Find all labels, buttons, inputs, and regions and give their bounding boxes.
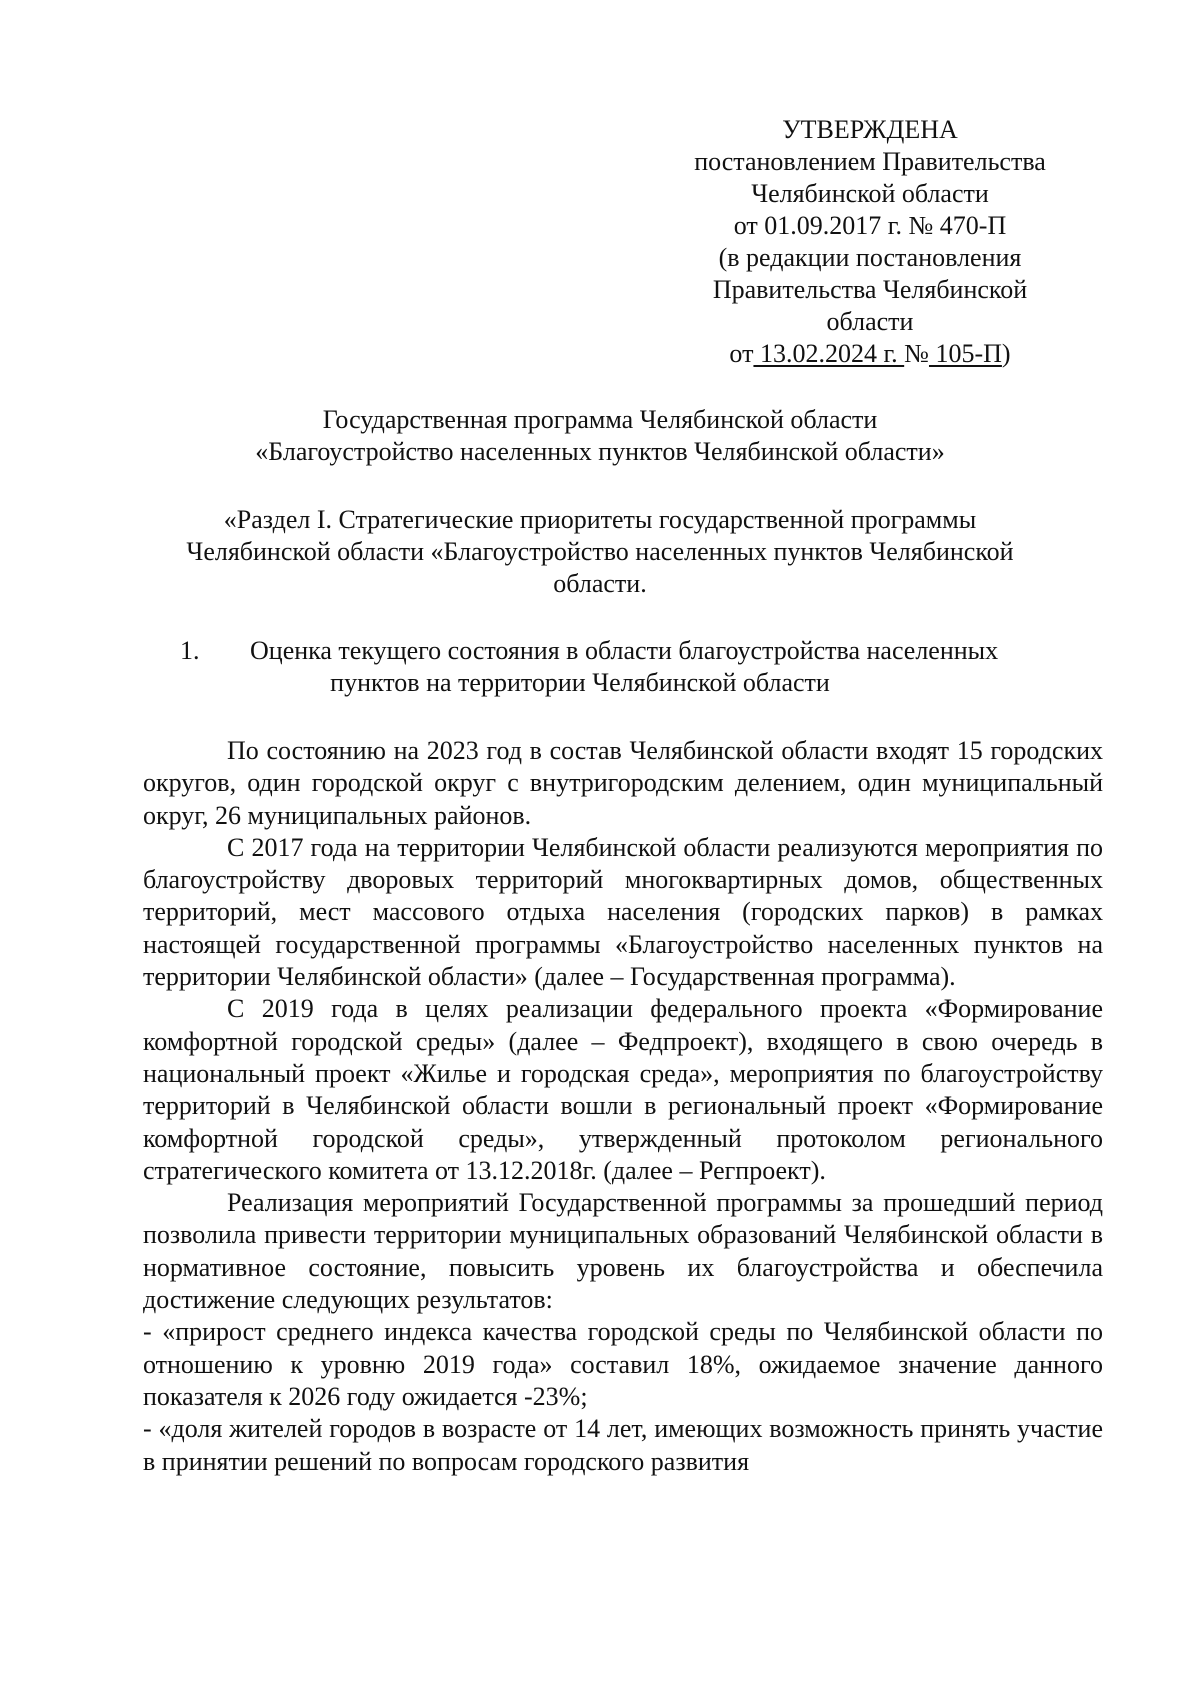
approval-stamp: [660, 114, 1080, 370]
section-title-line: «Раздел I. Стратегические приоритеты государственной программы: [223, 505, 977, 534]
bullet-item: - «прирост среднего индекса качества городской среды по Челябинской области по отношению к уровню 2019 года» составил 18%, ожидаемое значение данного показателя к 2026 году ожидается -23%;: [143, 1317, 1103, 1411]
subsection-number: 1.: [180, 636, 200, 665]
subsection-heading-line: Оценка текущего состояния в области благоустройства населенных: [250, 636, 999, 665]
bullet-item: - «доля жителей городов в возрасте от 14 лет, имеющих возможность принять участие в принятии решений по вопросам городского развития: [143, 1414, 1103, 1476]
approval-revision-prefix: от: [729, 339, 754, 368]
program-title-line: «Благоустройство населенных пунктов Челябинской области»: [255, 437, 945, 466]
subsection-heading-line: пунктов на территории Челябинской области: [330, 668, 830, 697]
approval-revision-date: 13.02.2024 г.: [753, 339, 905, 368]
approval-revision-no-sign: №: [904, 339, 929, 368]
body-text: [143, 735, 1103, 1478]
approval-line: области: [826, 307, 914, 336]
approval-title: УТВЕРЖДЕНА: [782, 115, 958, 144]
approval-line: Правительства Челябинской: [712, 275, 1028, 304]
program-title-line: Государственная программа Челябинской области: [322, 405, 878, 434]
approval-revision-suffix: ): [1001, 339, 1011, 368]
approval-line: от 01.09.2017 г. № 470-П: [733, 211, 1007, 240]
approval-line: (в редакции постановления: [718, 243, 1022, 272]
approval-line: Челябинской области: [751, 179, 989, 208]
section-title-line: области.: [553, 569, 647, 598]
paragraph: По состоянию на 2023 год в состав Челябинской области входят 15 городских округов, один городской округ с внутригородским делением, один муниципальный округ, 26 муниципальных районов.: [143, 736, 1103, 830]
paragraph: Реализация мероприятий Государственной программы за прошедший период позволила привести территории муниципальных образований Челябинской области в нормативное состояние, повысить уровень их благоустройства и обеспечила достижение следующих результатов:: [143, 1188, 1103, 1315]
section-title-line: Челябинской области «Благоустройство населенных пунктов Челябинской: [186, 537, 1014, 566]
approval-line: постановлением Правительства: [694, 147, 1046, 176]
section-title: [120, 504, 1080, 600]
program-title: [120, 404, 1080, 468]
paragraph: С 2019 года в целях реализации федерального проекта «Формирование комфортной городской среды» (далее – Федпроект), входящего в свою очередь в национальный проект «Жилье и городская среда», мероприятия по благоустройству территорий в Челябинской области вошли в региональный проект «Формирование комфортной городской среды», утвержденный протоколом регионального стратегического комитета от 13.12.2018г. (далее – Регпроект).: [143, 994, 1103, 1185]
approval-revision-line: [660, 338, 1080, 370]
paragraph: С 2017 года на территории Челябинской области реализуются мероприятия по благоустройству дворовых территорий многоквартирных домов, общественных территорий, мест массового отдыха населения (городских парков) в рамках настоящей государственной программы «Благоустройство населенных пунктов на территории Челябинской области» (далее – Государственная программа).: [143, 832, 1103, 992]
approval-revision-number: 105-П: [928, 339, 1002, 368]
